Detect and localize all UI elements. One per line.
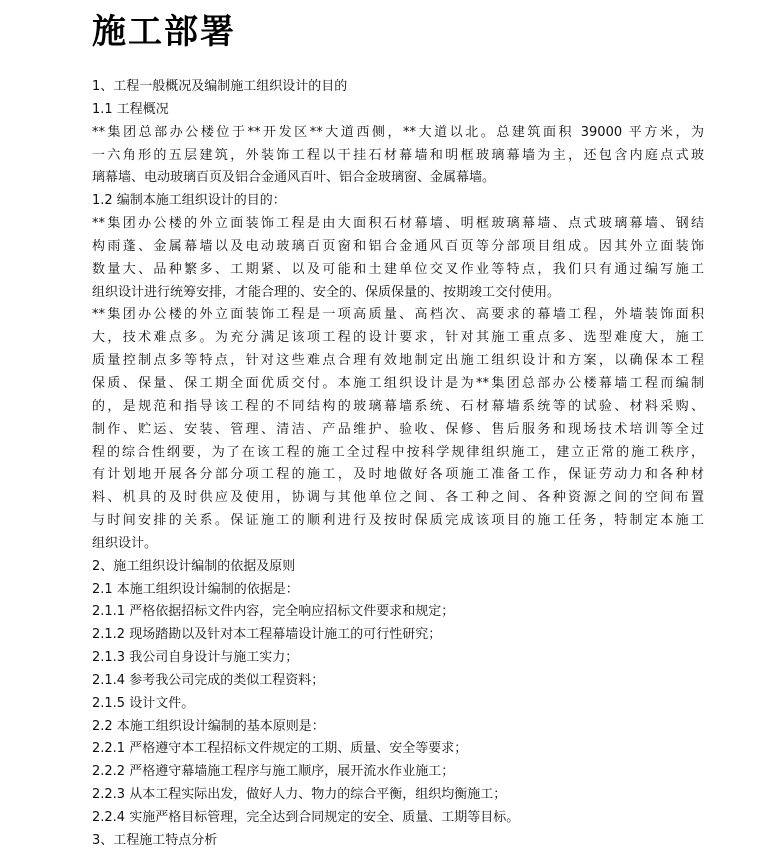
paragraph-line: 程的综合性纲要，为了在该工程的施工全过程中按科学规律组织施工，建立正常的施工秩序， <box>92 444 704 460</box>
paragraph-line: 构雨蓬、金属幕墙以及电动玻璃百页窗和铝合金通风百页等分部项目组成。因其外立面装饰 <box>92 238 704 254</box>
paragraph-line: 组织设计。 <box>92 535 158 551</box>
paragraph-line: **集团办公楼的外立面装饰工程是一项高质量、高档次、高要求的幕墙工程，外墙装饰面积 <box>92 307 704 323</box>
paragraph-line: **集团办公楼的外立面装饰工程是由大面积石材幕墙、明框玻璃幕墙、点式玻璃幕墙、钢结 <box>92 216 704 232</box>
heading-2-2: 2.2 本施工组织设计编制的基本原则是： <box>92 718 325 734</box>
list-item: 2.1.4 参考我公司完成的类似工程资料； <box>92 672 325 688</box>
list-item: 2.2.4 实施严格目标管理，完全达到合同规定的安全、质量、工期等目标。 <box>92 810 520 825</box>
list-item: 2.1.3 我公司自身设计与施工实力； <box>92 650 299 666</box>
list-item: 2.1.1 严格依据招标文件内容，完全响应招标文件要求和规定； <box>92 604 455 620</box>
list-item: 2.2.1 严格遵守本工程招标文件规定的工期、质量、安全等要求； <box>92 741 468 757</box>
document-body <box>92 76 704 853</box>
heading-3: 3、工程施工特点分析 <box>92 832 218 848</box>
paragraph-line: 大，技术难点多。为充分满足该项工程的设计要求，针对其施工重点多、选型难度大，施工 <box>92 330 704 346</box>
paragraph-line: 制作、贮运、安装、管理、清洁、产品维护、验收、保修、售后服务和现场技术培训等全过 <box>92 421 704 437</box>
list-item: 2.1.5 设计文件。 <box>92 695 195 711</box>
paragraph-line: 组织设计进行统筹安排，才能合理的、安全的、保质保量的、按期竣工交付使用。 <box>92 284 561 300</box>
heading-1-1: 1.1 工程概况 <box>92 101 169 117</box>
list-item: 2.2.2 严格遵守幕墙施工程序与施工顺序，展开流水作业施工； <box>92 764 455 780</box>
list-item: 2.1.2 现场踏勘以及针对本工程幕墙设计施工的可行性研究； <box>92 627 442 643</box>
paragraph-line: 质量控制点多等特点，针对这些难点合理有效地制定出施工组织设计和方案，以确保本工程 <box>92 353 704 369</box>
heading-1-2: 1.2 编制本施工组织设计的目的： <box>92 193 286 209</box>
list-item: 2.2.3 从本工程实际出发，做好人力、物力的综合平衡，组织均衡施工； <box>92 787 507 803</box>
paragraph-line: 保质、保量、保工期全面优质交付。本施工组织设计是为**集团总部办公楼幕墙工程而编制 <box>92 375 704 391</box>
heading-2-1: 2.1 本施工组织设计编制的依据是： <box>92 581 299 597</box>
paragraph-line: 数量大、品种繁多、工期紧、以及可能和土建单位交叉作业等特点，我们只有通过编写施工 <box>92 261 704 277</box>
paragraph-line: **集团总部办公楼位于**开发区**大道西侧，**大道以北。总建筑面积 39000 平方米，为 <box>92 124 704 140</box>
paragraph-line: 一六角形的五层建筑，外装饰工程以干挂石材幕墙和明框玻璃幕墙为主，还包含内庭点式玻 <box>92 147 704 163</box>
paragraph-line: 有计划地开展各分部分项工程的施工，及时地做好各项施工准备工作，保证劳动力和各种材 <box>92 467 704 483</box>
heading-2: 2、施工组织设计编制的依据及原则 <box>92 558 296 574</box>
paragraph-line: 料、机具的及时供应及使用，协调与其他单位之间、各工种之间、各种资源之间的空间布置 <box>92 490 704 506</box>
paragraph-line: 与时间安排的关系。保证施工的顺利进行及按时保质完成该项目的施工任务，特制定本施工 <box>92 513 704 529</box>
paragraph-line: 的，是规范和指导该工程的不同结构的玻璃幕墙系统、石材幕墙系统等的试验、材料采购、 <box>92 398 704 414</box>
paragraph-line: 璃幕墙、电动玻璃百页及铝合金通风百叶、铝合金玻璃窗、金属幕墙。 <box>92 170 496 186</box>
heading-1: 1、工程一般概况及编制施工组织设计的目的 <box>92 79 348 94</box>
page-title: 施工部署 <box>92 12 236 52</box>
